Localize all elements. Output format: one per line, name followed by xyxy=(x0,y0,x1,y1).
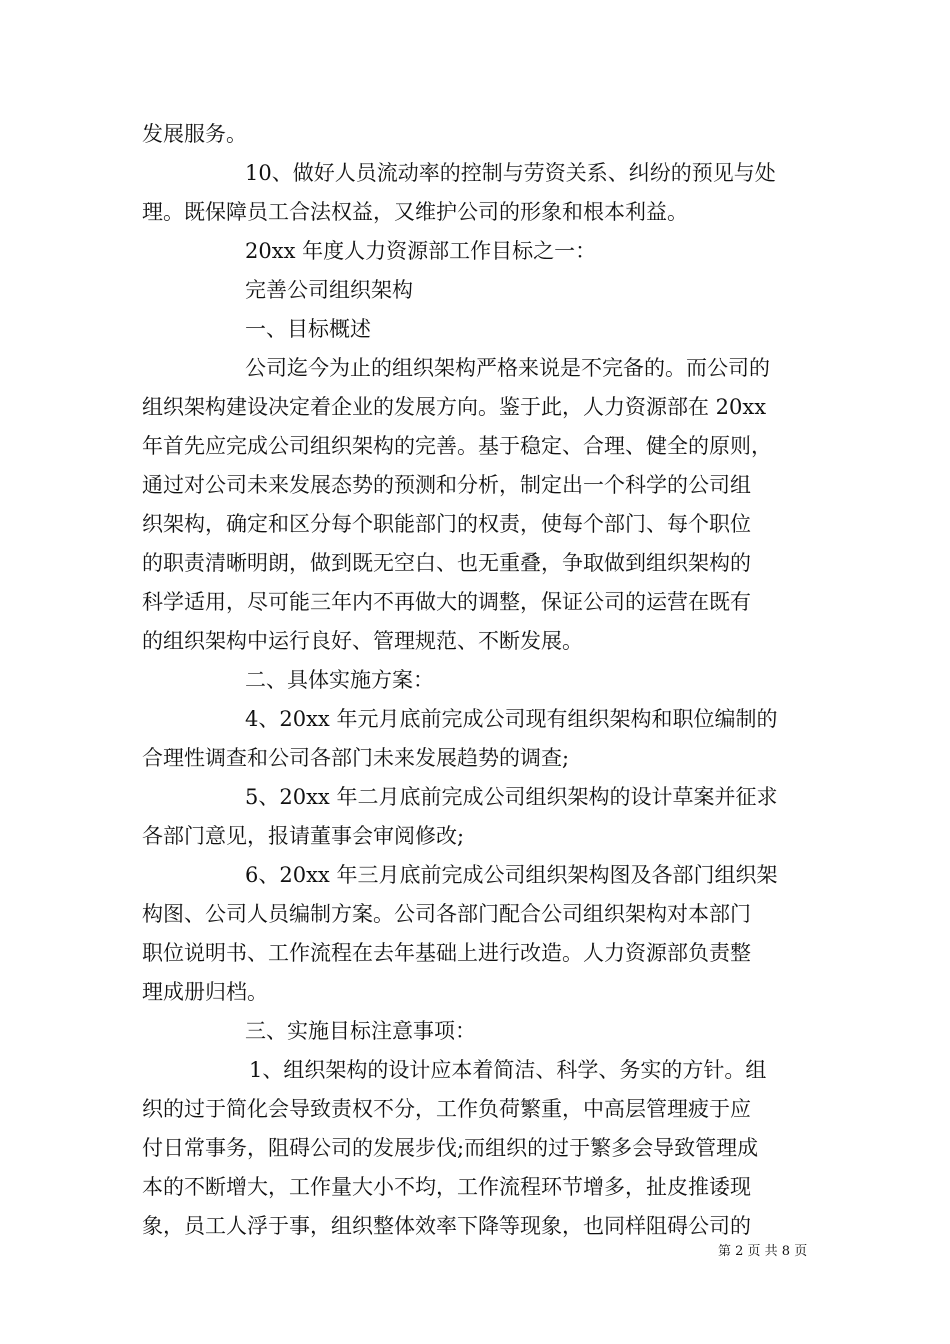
body-text-line: 职位说明书、工作流程在去年基础上进行改造。人力资源部负责整 xyxy=(142,941,751,965)
body-text-line: 构图、公司人员编制方案。公司各部门配合公司组织架构对本部门 xyxy=(142,902,751,926)
section-heading: 20xx 年度人力资源部工作目标之一： xyxy=(245,239,597,263)
body-text-line: 织的过于简化会导致责权不分，工作负荷繁重，中高层管理疲于应 xyxy=(142,1097,751,1121)
body-text-line: 4、20xx 年元月底前完成公司现有组织架构和职位编制的 xyxy=(245,707,778,731)
body-text-line: 理。既保障员工合法权益，又维护公司的形象和根本利益。 xyxy=(142,200,688,224)
body-text-line: 6、20xx 年三月底前完成公司组织架构图及各部门组织架 xyxy=(245,863,778,887)
body-text-line: 5、20xx 年二月底前完成公司组织架构的设计草案并征求 xyxy=(245,785,778,809)
body-text-line: 本的不断增大，工作量大小不均，工作流程环节增多，扯皮推诿现 xyxy=(142,1175,751,1199)
section-heading: 完善公司组织架构 xyxy=(245,278,413,302)
body-text-line: 织架构，确定和区分每个职能部门的权责，使每个部门、每个职位 xyxy=(142,512,751,536)
body-text-line: 年首先应完成公司组织架构的完善。基于稳定、合理、健全的原则， xyxy=(142,434,772,458)
section-heading: 三、实施目标注意事项： xyxy=(245,1019,476,1043)
body-text-line: 发展服务。 xyxy=(142,122,247,146)
body-text-line: 通过对公司未来发展态势的预测和分析，制定出一个科学的公司组 xyxy=(142,473,751,497)
body-text-line: 的组织架构中运行良好、管理规范、不断发展。 xyxy=(142,629,583,653)
body-text-line: 公司迄今为止的组织架构严格来说是不完备的。而公司的 xyxy=(245,356,770,380)
body-text-line: 理成册归档。 xyxy=(142,980,268,1004)
body-text-line: 各部门意见，报请董事会审阅修改; xyxy=(142,824,465,848)
body-text-line: 的职责清晰明朗，做到既无空白、也无重叠，争取做到组织架构的 xyxy=(142,551,751,575)
body-text-line: 合理性调查和公司各部门未来发展趋势的调查; xyxy=(142,746,570,770)
body-text-line: 组织架构建设决定着企业的发展方向。鉴于此，人力资源部在 20xx xyxy=(142,395,767,419)
body-text-line: 付日常事务，阻碍公司的发展步伐;而组织的过于繁多会导致管理成 xyxy=(142,1136,759,1160)
page-number-footer: 第 2 页 共 8 页 xyxy=(718,1244,808,1259)
section-heading: 一、目标概述 xyxy=(245,317,371,341)
body-text-line: 科学适用，尽可能三年内不再做大的调整，保证公司的运营在既有 xyxy=(142,590,751,614)
section-heading: 二、具体实施方案： xyxy=(245,668,434,692)
body-text-line: 1、组织架构的设计应本着简洁、科学、务实的方针。组 xyxy=(249,1058,767,1082)
body-text-line: 10、做好人员流动率的控制与劳资关系、纠纷的预见与处 xyxy=(245,161,776,185)
body-text-line: 象，员工人浮于事，组织整体效率下降等现象，也同样阻碍公司的 xyxy=(142,1214,751,1238)
